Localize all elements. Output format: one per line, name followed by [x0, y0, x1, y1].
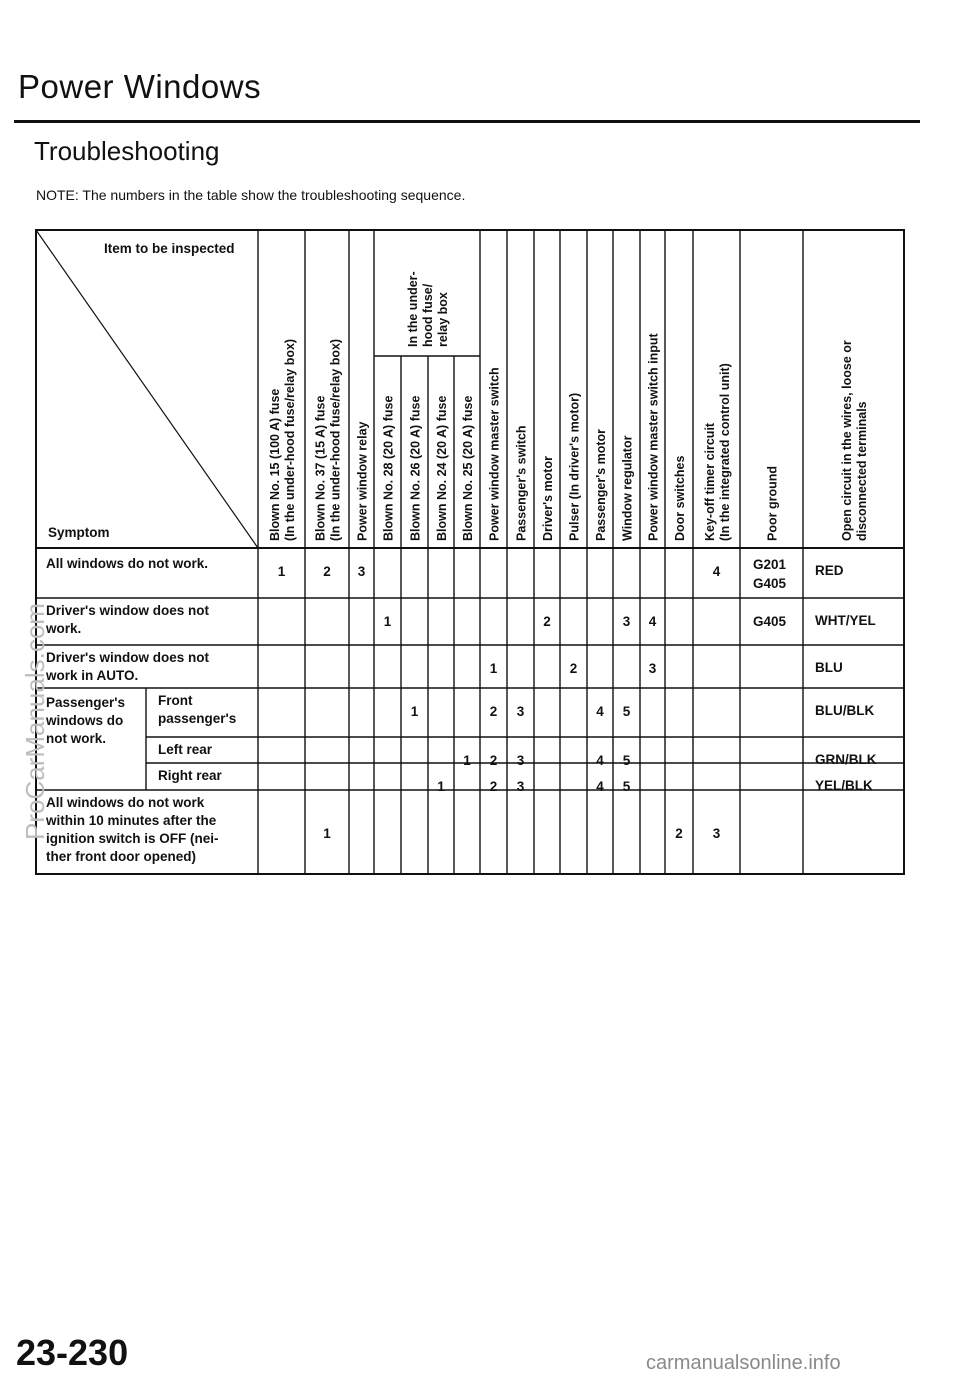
sequence-number: 2	[323, 564, 331, 579]
group-header-label: relay box	[436, 292, 450, 347]
column-header-label: Passenger's motor	[594, 428, 608, 541]
column-header-label: Door switches	[673, 455, 687, 541]
column-header-label: Open circuit in the wires, loose or	[840, 340, 854, 541]
ground-label: G405	[753, 576, 787, 591]
column-header-label: Blown No. 26 (20 A) fuse	[408, 395, 423, 541]
sequence-number: 3	[516, 753, 525, 768]
page-title: Power Windows	[18, 68, 262, 105]
sequence-number: 1	[489, 661, 498, 676]
corner-symptom-label: Symptom	[48, 525, 110, 540]
symptom-label: Front	[158, 693, 193, 708]
sequence-number: 4	[596, 753, 604, 768]
ground-label: G201	[753, 557, 787, 572]
wire-color: WHT/YEL	[815, 613, 876, 628]
column-header-label: Blown No. 24 (20 A) fuse	[435, 395, 449, 541]
section-title: Troubleshooting	[34, 136, 220, 166]
column-header-label: Pulser (In driver's motor)	[567, 392, 582, 541]
column-header-label: Key-off timer circuit	[703, 422, 717, 541]
column-header-label: disconnected terminals	[855, 401, 869, 541]
passenger-group-label: not work.	[46, 731, 106, 746]
sequence-number: 3	[357, 564, 366, 579]
symptom-label: work.	[46, 621, 82, 636]
group-header-label: hood fuse/	[421, 283, 435, 347]
column-header-label: Blown No. 25 (20 A) fuse	[461, 395, 475, 541]
sequence-number: 1	[277, 564, 286, 579]
symptom-label: Right rear	[158, 768, 222, 783]
column-header-label: Driver's motor	[541, 456, 555, 541]
symptom-label: passenger's	[158, 711, 237, 726]
column-header-label: Blown No. 15 (100 A) fuse	[268, 388, 282, 541]
note-text: NOTE: The numbers in the table show the troubleshooting sequence.	[36, 187, 466, 203]
wire-color: YEL/BLK	[815, 778, 873, 793]
symptom-label: All windows do not work	[46, 795, 205, 810]
sequence-number: 4	[596, 704, 604, 719]
column-header-label: Power window master switch input	[646, 333, 661, 541]
wire-color: GRN/BLK	[815, 752, 877, 767]
sequence-number: 2	[569, 661, 578, 676]
symptom-label: Driver's window does not	[46, 650, 209, 665]
column-header-label: Blown No. 28 (20 A) fuse	[381, 395, 396, 541]
corner-item-label: Item to be inspected	[104, 241, 235, 256]
sequence-number: 5	[622, 779, 631, 794]
sequence-number: 2	[543, 614, 551, 629]
sequence-number: 1	[383, 614, 392, 629]
watermark: ProCarManuals.com	[20, 603, 50, 840]
sequence-number: 4	[712, 564, 721, 579]
column-header-label: Passenger's switch	[514, 425, 529, 541]
passenger-group-label: Passenger's	[46, 695, 126, 710]
sequence-number: 1	[323, 826, 331, 841]
sequence-number: 5	[622, 704, 631, 719]
sequence-number: 1	[437, 779, 445, 794]
sequence-number: 2	[489, 704, 498, 719]
sequence-number: 2	[489, 779, 498, 794]
symptom-label: All windows do not work.	[46, 556, 208, 571]
group-header-label: In the under-	[406, 271, 420, 347]
symptom-label: ther front door opened)	[46, 849, 196, 864]
sequence-number: 2	[489, 753, 498, 768]
sequence-number: 4	[596, 779, 604, 794]
column-header-label: Poor ground	[765, 466, 780, 541]
sequence-number: 3	[648, 661, 657, 676]
column-header-label: (In the under-hood fuse/relay box)	[328, 338, 343, 541]
sequence-number: 1	[410, 704, 419, 719]
symptom-label: within 10 minutes after the	[46, 813, 217, 828]
ground-label: G405	[753, 614, 787, 629]
page-number: 23-230	[16, 1332, 129, 1373]
wire-color: BLU/BLK	[815, 703, 875, 718]
sequence-number: 2	[675, 826, 683, 841]
sequence-number: 3	[516, 704, 525, 719]
corner-diagonal	[36, 230, 258, 548]
column-header-label: (In the under-hood fuse/relay box)	[283, 338, 297, 541]
column-header-label: Window regulator	[620, 435, 635, 541]
sequence-number: 3	[712, 826, 721, 841]
symptom-label: Left rear	[158, 742, 213, 757]
sequence-number: 3	[622, 614, 631, 629]
column-header-label: (In the integrated control unit)	[718, 363, 732, 541]
wire-color: BLU	[815, 660, 843, 675]
sequence-number: 5	[622, 753, 631, 768]
sequence-number: 4	[648, 614, 657, 629]
sequence-number: 3	[516, 779, 525, 794]
wire-color: RED	[815, 563, 844, 578]
passenger-group-label: windows do	[46, 713, 124, 728]
symptom-label: work in AUTO.	[46, 668, 139, 683]
symptom-label: ignition switch is OFF (nei-	[46, 831, 219, 846]
sequence-number: 1	[463, 753, 471, 768]
column-header-label: Power window relay	[355, 421, 370, 541]
column-header-label: Power window master switch	[487, 367, 502, 541]
column-header-label: Blown No. 37 (15 A) fuse	[313, 395, 328, 541]
site-footer: carmanualsonline.info	[646, 1352, 841, 1374]
symptom-label: Driver's window does not	[46, 603, 209, 618]
